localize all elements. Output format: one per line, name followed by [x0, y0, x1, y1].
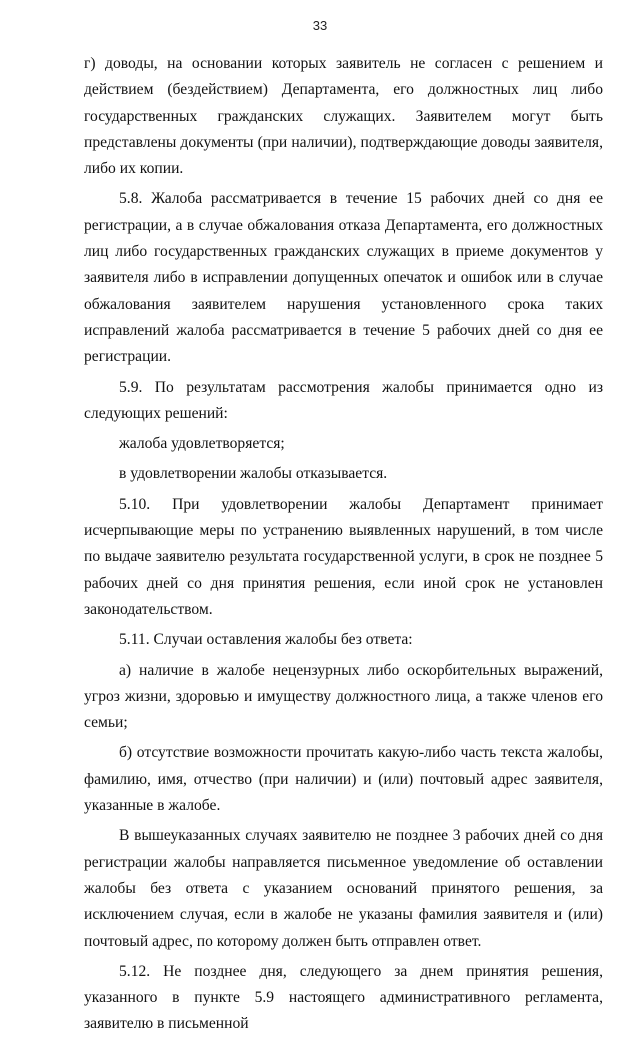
- paragraph-decision-satisfied: жалоба удовлетворяется;: [119, 435, 285, 453]
- paragraph-5-12: 5.12. Не позднее дня, следующего за днем принятия решения, указанного в пункте 5.9 настоящего административного регламента, заявителю в письменной: [84, 962, 603, 1033]
- paragraph-5-10: 5.10. При удовлетворении жалобы Департамент принимает исчерпывающие меры по устранению выявленных нарушений, в том числе по выдаче заявителю результата государственной услуги, в срок не позднее 5 рабочих дней со дня принятия решения, если иной срок не установлен законодательством.: [84, 495, 603, 618]
- paragraph-5-11: 5.11. Случаи оставления жалобы без ответа:: [119, 631, 413, 649]
- paragraph-item-g: г) доводы, на основании которых заявитель не согласен с решением и действием (бездействием) Департамента, его должностных лиц либо государственных гражданских служащих. Заявителем могут быть представлены документы (при наличии), подтверждающие доводы заявителя, либо их копии.: [84, 55, 603, 178]
- paragraph-item-b: б) отсутствие возможности прочитать какую-либо часть текста жалобы, фамилию, имя, отчество (при наличии) и (или) почтовый адрес заявителя, указанные в жалобе.: [84, 744, 603, 815]
- document-body: [84, 51, 603, 1038]
- paragraph-decision-refused: в удовлетворении жалобы отказывается.: [119, 465, 388, 483]
- page-number: 33: [312, 18, 328, 33]
- paragraph-5-9: 5.9. По результатам рассмотрения жалобы принимается одно из следующих решений:: [84, 378, 603, 422]
- paragraph-no-reply-cases: В вышеуказанных случаях заявителю не позднее 3 рабочих дней со дня регистрации жалобы направляется письменное уведомление об оставлении жалобы без ответа с указанием оснований принятого решения, за исключением случая, если в жалобе не указаны фамилия заявителя и (или) почтовый адрес, по которому должен быть отправлен ответ.: [84, 827, 603, 950]
- paragraph-item-a: а) наличие в жалобе нецензурных либо оскорбительных выражений, угроз жизни, здоровью и имуществу должностного лица, а также членов его семьи;: [84, 661, 603, 732]
- paragraph-5-8: 5.8. Жалоба рассматривается в течение 15 рабочих дней со дня ее регистрации, а в случае обжалования отказа Департамента, его должностных лиц либо государственных гражданских служащих в приеме документов у заявителя либо в исправлении допущенных опечаток и ошибок или в случае обжалования заявителем нарушения установленного срока таких исправлений жалоба рассматривается в течение 5 рабочих дней со дня ее регистрации.: [84, 190, 603, 366]
